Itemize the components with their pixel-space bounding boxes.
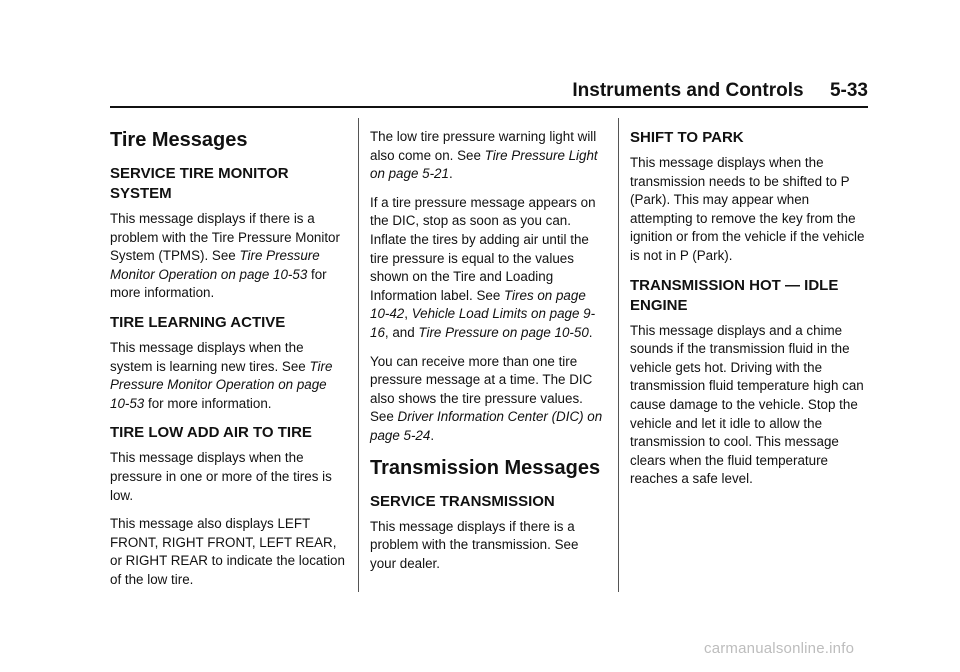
paragraph-inflate-tires [370,194,606,343]
text: , [404,306,412,322]
text: This message displays when the system is learning new tires. See [110,339,310,374]
heading-service-tire-monitor: SERVICE TIRE MONITOR SYSTEM [110,165,289,202]
heading-shift-to-park: SHIFT TO PARK [630,129,744,146]
heading-tire-learning-active: TIRE LEARNING ACTIVE [110,313,286,331]
text: , and [384,324,419,340]
section-title-transmission-messages: Transmission Messages [370,456,601,479]
paragraph-tire-low-1: This message displays when the pressure in one or more of the tires is low. [110,450,332,503]
text: . [588,324,593,340]
paragraph-shift-to-park: This message displays when the transmission needs to be shifted to P (Park). This may appear when attempting to remove the key from the ignition or from the vehicle if the vehicle is not in P (Park). [630,155,865,263]
cross-reference: Tire Pressure on page 10-50 [418,324,589,340]
column-3 [630,118,866,499]
paragraph-tire-learning-active [110,339,346,413]
section-title-tire-messages: Tire Messages [110,129,248,151]
text: for more information. [110,266,327,301]
text: You can receive more than one tire pressure message at a time. The DIC also shows the tire pressure values. See [370,353,593,425]
cross-reference: Tire Pressure Monitor Operation on page 10-53 [110,358,333,411]
page-header [110,80,868,108]
column-1 [110,118,346,600]
column-divider-1 [358,118,359,592]
heading-service-transmission: SERVICE TRANSMISSION [370,492,555,510]
heading-transmission-hot: TRANSMISSION HOT — IDLE ENGINE [630,276,839,314]
paragraph-tire-low-2: This message also displays LEFT FRONT, RIGHT FRONT, LEFT REAR, or RIGHT REAR to indicate the location of the low tire. [110,516,345,587]
paragraph-warning-light [370,128,606,184]
paragraph-multiple-messages [370,353,606,446]
text: This message displays if there is a problem with the Tire Pressure Monitor System (TPMS). See [110,211,340,264]
paragraph-service-tire-monitor [110,210,346,303]
column-divider-2 [618,118,619,592]
cross-reference: Tire Pressure Light on page 5-21 [370,147,598,182]
text: If a tire pressure message appears on the DIC, stop as soon as you can. Inflate the tires by adding air until the tire pressure is equal to the values shown on the Tire and Loading Information label. See [370,194,596,303]
cross-reference: Driver Information Center (DIC) on page 5-24 [370,409,603,443]
paragraph-service-transmission: This message displays if there is a problem with the transmission. See your dealer. [370,518,579,571]
header-title: Instruments and Controls 5-33 [572,80,868,101]
cross-reference: Vehicle Load Limits on page 9-16 [370,306,596,340]
watermark: carmanualsonline.info [704,640,855,657]
text: . [430,427,435,443]
text: for more information. [144,395,272,411]
column-2 [370,118,606,583]
cross-reference: Tires on page 10-42 [370,287,586,322]
paragraph-transmission-hot: This message displays and a chime sounds if the transmission fluid in the vehicle gets hot. Driving with the transmission fluid temperature high can cause damage to the vehicle. Stop the vehicle and let it idle to allow the transmission to cool. This message clears when the fluid temperature reaches a safe level. [630,322,864,487]
cross-reference: Tire Pressure Monitor Operation on page 10-53 [110,248,320,282]
text: The low tire pressure warning light will also come on. See [370,129,597,163]
text: . [448,166,453,182]
heading-tire-low-add-air: TIRE LOW ADD AIR TO TIRE [110,424,312,442]
